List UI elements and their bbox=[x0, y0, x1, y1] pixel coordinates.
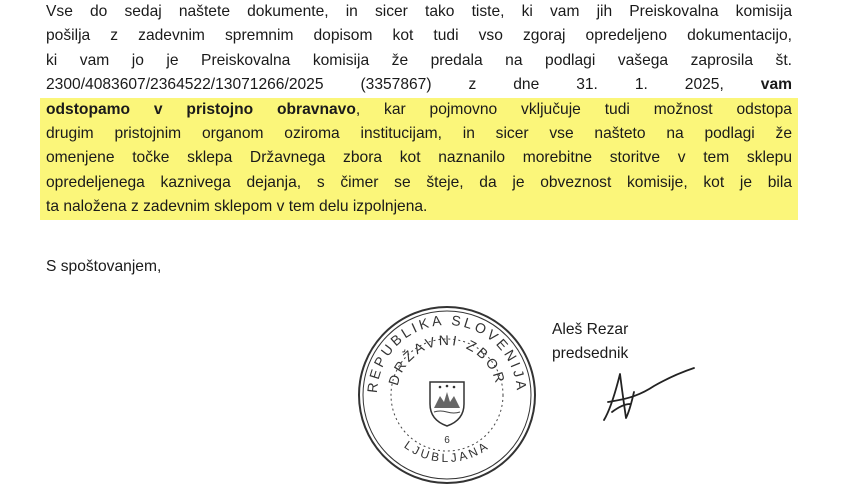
document-body bbox=[46, 0, 792, 220]
body-line-1: Vse do sedaj naštete dokumente, in sicer tako tiste, ki vam jih Preiskovalna komisija bbox=[46, 3, 792, 20]
body-line-6: drugim pristojnim organom oziroma institucijam, in sicer vse našteto na podlagi že bbox=[40, 122, 798, 146]
stamp-outer-text: REPUBLIKA SLOVENIJA bbox=[363, 311, 531, 394]
bold-phrase: odstopamo v pristojno obravnavo bbox=[46, 100, 356, 118]
coat-of-arms-icon bbox=[430, 382, 464, 426]
signer-name: Aleš Rezar bbox=[552, 321, 629, 338]
body-line-5 bbox=[40, 98, 798, 122]
body-line-2: pošilja z zadevnim spremnim dopisom kot tudi vso zgoraj opredeljeno dokumentacijo, bbox=[46, 27, 792, 45]
signer-title: predsednik bbox=[552, 345, 629, 362]
stamp-bottom-text: LJUBLJANA bbox=[401, 437, 493, 466]
stamp-number: 6 bbox=[444, 435, 450, 446]
closing-salutation: S spoštovanjem, bbox=[46, 258, 162, 275]
signature-icon bbox=[590, 360, 700, 430]
reference-text: 2300/4083607/2364522/13071266/2025 (3357867) z dne 31. 1. 2025, bbox=[46, 76, 724, 94]
official-stamp bbox=[352, 300, 542, 490]
body-line-8: opredeljenega kaznivega dejanja, s čimer se šteje, da je obveznost komisije, kot je bila bbox=[40, 171, 798, 195]
line-5-rest: , kar pojmovno vključuje tudi možnost odstopa bbox=[355, 100, 792, 118]
body-line-7: omenjene točke sklepa Državnega zbora kot naznanilo morebitne storitve v tem sklepu bbox=[40, 146, 798, 170]
body-line-3: ki vam jo je Preiskovalna komisija že predala na podlagi vašega zaprosila št. bbox=[46, 51, 792, 69]
bold-vam: vam bbox=[760, 76, 792, 94]
stamp-inner-text: DRŽAVNI ZBOR bbox=[384, 331, 510, 388]
body-line-4 bbox=[46, 73, 792, 97]
body-line-9: ta naložena z zadevnim sklepom v tem delu izpolnjena. bbox=[40, 195, 798, 219]
signer-block bbox=[552, 318, 628, 366]
